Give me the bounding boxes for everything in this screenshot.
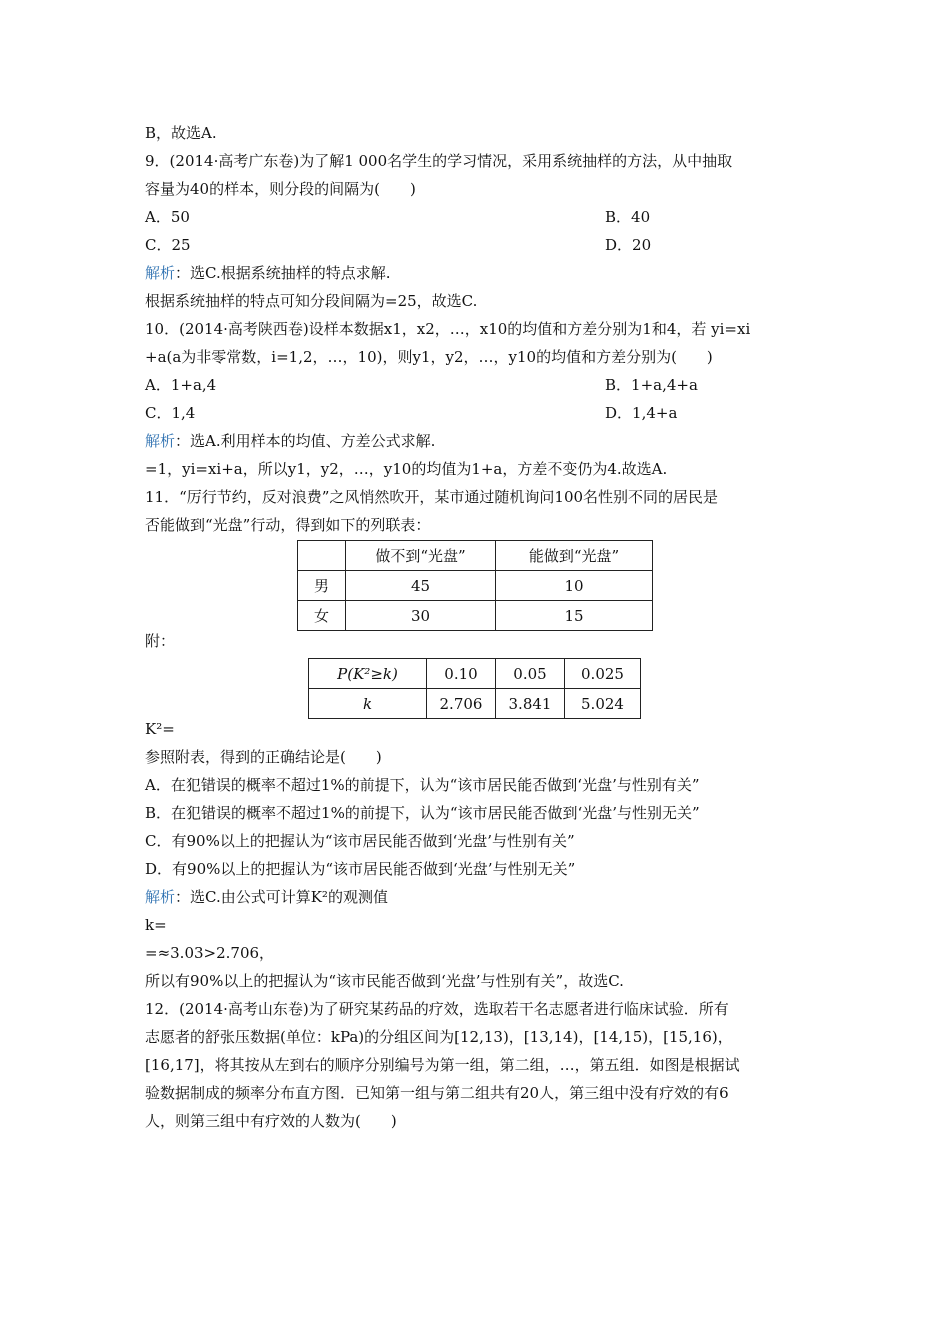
- contingency-table: [297, 540, 653, 631]
- table-header-cell: [298, 541, 346, 571]
- question-12-line-4: 验数据制成的频率分布直方图．已知第一组与第二组共有20人，第三组中没有疗效的有6: [145, 1084, 729, 1102]
- q9-options-row-2: [145, 235, 652, 255]
- table-cell: 15: [496, 601, 653, 631]
- question-12-line-1: 12．(2014·高考山东卷)为了研究某药品的疗效，选取若干名志愿者进行临床试验．所有: [145, 1000, 729, 1018]
- option-a: A．在犯错误的概率不超过1%的前提下，认为“该市居民能否做到‘光盘’与性别有关”: [145, 776, 700, 794]
- table-cell: k: [309, 689, 427, 719]
- k-approx-value: =≈3.03>2.706，: [145, 944, 275, 962]
- table-row: [309, 659, 641, 689]
- q10-options-row-1: [145, 375, 698, 395]
- text-line: B，故选A.: [145, 124, 217, 142]
- question-10-line-2: +a(a为非零常数，i=1,2，…，10)，则y1，y2，…，y10的均值和方差分别为( ): [145, 348, 713, 366]
- table-header-cell: 能做到“光盘”: [496, 541, 653, 571]
- q10-analysis-line-2: =1，yi=xi+a，所以y1，y2，…，y10的均值为1+a，方差不变仍为4.故选A.: [145, 460, 668, 478]
- analysis-label: 解析: [145, 264, 176, 282]
- critical-value-table: [308, 658, 641, 719]
- q9-analysis-line-2: 根据系统抽样的特点可知分段间隔为=25，故选C.: [145, 292, 478, 310]
- q10-options-row-2: [145, 403, 678, 423]
- question-11-line-1: 11．“厉行节约，反对浪费”之风悄然吹开，某市通过随机询问100名性别不同的居民是: [145, 488, 719, 506]
- question-9-line-1: 9．(2014·高考广东卷)为了解1 000名学生的学习情况，采用系统抽样的方法，从中抽取: [145, 152, 733, 170]
- question-11-line-2: 否能做到“光盘”行动，得到如下的列联表：: [145, 516, 431, 534]
- table-row: [298, 601, 653, 631]
- table-cell: 0.10: [427, 659, 496, 689]
- option-c: C．1,4: [145, 404, 196, 422]
- appendix-label: 附：: [145, 632, 176, 650]
- option-c: C．25: [145, 236, 191, 254]
- question-12-line-3: [16,17]，将其按从左到右的顺序分别编号为第一组，第二组，…，第五组．如图是根据试: [145, 1056, 740, 1074]
- table-cell: 45: [346, 571, 496, 601]
- table-cell: P(K²≥k): [309, 659, 427, 689]
- analysis-text: ：选C.由公式可计算K²的观测值: [175, 888, 388, 906]
- table-cell: 30: [346, 601, 496, 631]
- table-cell: 0.05: [496, 659, 565, 689]
- k-squared-formula: K²=: [145, 720, 175, 738]
- option-d: D．有90%以上的把握认为“该市居民能否做到‘光盘’与性别无关”: [145, 860, 576, 878]
- q10-analysis: [145, 431, 435, 451]
- analysis-text: ：选A.利用样本的均值、方差公式求解.: [175, 432, 436, 450]
- table-cell: 5.024: [565, 689, 641, 719]
- table-cell: 3.841: [496, 689, 565, 719]
- option-b: B．1+a,4+a: [605, 376, 698, 394]
- analysis-text: ：选C.根据系统抽样的特点求解.: [175, 264, 391, 282]
- table-cell: 2.706: [427, 689, 496, 719]
- option-b: B．在犯错误的概率不超过1%的前提下，认为“该市居民能否做到‘光盘’与性别无关”: [145, 804, 700, 822]
- table-cell: 男: [298, 571, 346, 601]
- analysis-label: 解析: [145, 432, 176, 450]
- option-a: A．1+a,4: [145, 376, 217, 394]
- question-12-line-2: 志愿者的舒张压数据(单位：kPa)的分组区间为[12,13)，[13,14)，[14,15)，[15,16)，: [145, 1028, 733, 1046]
- q11-conclusion: 所以有90%以上的把握认为“该市民能否做到‘光盘’与性别有关”，故选C.: [145, 972, 624, 990]
- q9-analysis: [145, 263, 391, 283]
- table-cell: 0.025: [565, 659, 641, 689]
- table-cell: 10: [496, 571, 653, 601]
- table-header-cell: 做不到“光盘”: [346, 541, 496, 571]
- question-10-line-1: 10．(2014·高考陕西卷)设样本数据x1，x2，…，x10的均值和方差分别为1和4，若 yi=xi: [145, 320, 751, 338]
- option-d: D．1,4+a: [605, 404, 678, 422]
- k-formula: k=: [145, 916, 167, 934]
- option-d: D．20: [605, 236, 652, 254]
- analysis-label: 解析: [145, 888, 176, 906]
- option-c: C．有90%以上的把握认为“该市居民能否做到‘光盘’与性别有关”: [145, 832, 575, 850]
- question-12-line-5: 人，则第三组中有疗效的人数为( ): [145, 1112, 397, 1130]
- q11-analysis: [145, 887, 388, 907]
- question-9-line-2: 容量为40的样本，则分段的间隔为( ): [145, 180, 416, 198]
- option-a: A．50: [145, 208, 190, 226]
- option-b: B．40: [605, 208, 651, 226]
- table-row: [298, 571, 653, 601]
- table-row: [309, 689, 641, 719]
- q9-options-row-1: [145, 207, 651, 227]
- table-cell: 女: [298, 601, 346, 631]
- question-11-line-3: 参照附表，得到的正确结论是( ): [145, 748, 382, 766]
